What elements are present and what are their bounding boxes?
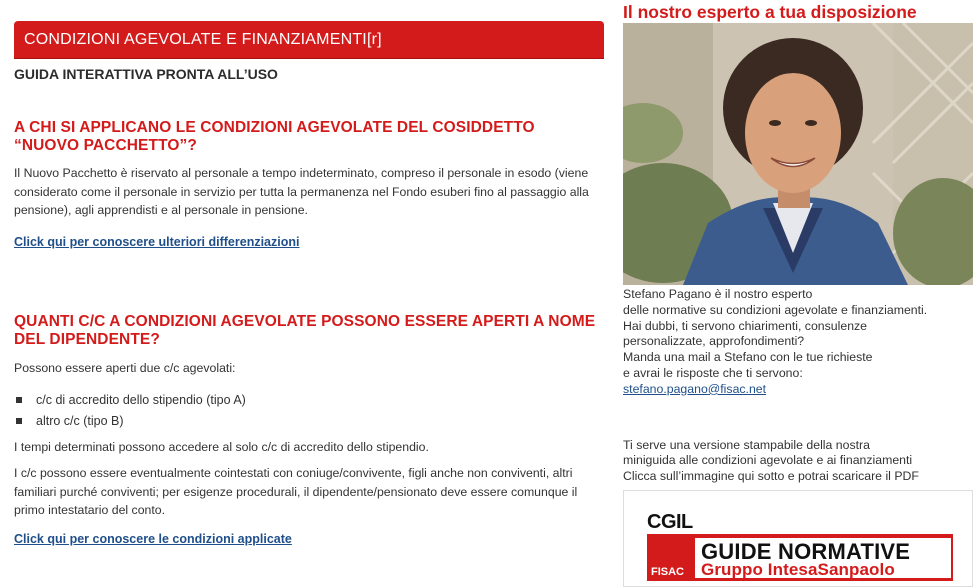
faq-2-link[interactable]: Click qui per conoscere le condizioni applicate xyxy=(14,531,292,546)
printable-info: Ti serve una versione stampabile della nostra miniguida alle condizioni agevolate e ai finanziamenti Clicca sull’immagine qui sotto e potrai scaricare il PDF xyxy=(623,437,919,484)
faq-2-para-2: I c/c possono essere eventualmente cointestati con coniuge/convivente, figli anche non conviventi, altri familiari purché conviventi; per esigenze procedurali, il dipendente/pensionato deve essere comunque il primo intestatario del conto. xyxy=(14,466,578,517)
faq-2-title: QUANTI C/C A CONDIZIONI AGEVOLATE POSSONO ESSERE APERTI A NOME DEL DIPENDENTE? xyxy=(14,313,596,348)
faq-2-intro: Possono essere aperti due c/c agevolati: xyxy=(14,361,236,375)
section-banner xyxy=(14,21,604,58)
faq-1-title: A CHI SI APPLICANO LE CONDIZIONI AGEVOLATE DEL COSIDDETTO “NUOVO PACCHETTO”? xyxy=(14,119,535,154)
fisac-logo-text: FISAC xyxy=(651,566,684,578)
faq-2-bullet-list xyxy=(14,390,604,432)
portrait-illustration xyxy=(623,23,973,285)
faq-section-2 xyxy=(14,313,604,548)
guide-title-line-2: Gruppo IntesaSanpaolo xyxy=(701,560,895,579)
expert-sidebar xyxy=(623,0,975,485)
list-item: altro c/c (tipo B) xyxy=(14,411,604,432)
guide-logo xyxy=(647,511,953,581)
expert-description: Stefano Pagano è il nostro esperto delle normative su condizioni agevolate e finanziamenti. Hai dubbi, ti servono chiarimenti, consulenze personalizzate, approfondimenti? Manda una mail a Stefano con le tue richieste e avrai le risposte che ti servono: stefano.pagano@fisac.net xyxy=(623,287,928,396)
faq-section-1 xyxy=(14,119,604,251)
guide-title-line-1: GUIDE NORMATIVE xyxy=(701,539,911,564)
bullet-square-icon xyxy=(16,397,22,403)
faq-2-para-1: I tempi determinati possono accedere al solo c/c di accredito dello stipendio. xyxy=(14,439,429,454)
download-pdf-guide-image[interactable] xyxy=(623,490,973,587)
list-item: c/c di accredito dello stipendio (tipo A) xyxy=(14,390,604,411)
expert-photo xyxy=(623,23,973,285)
expert-heading: Il nostro esperto a tua disposizione xyxy=(623,2,917,22)
expert-email-link[interactable]: stefano.pagano@fisac.net xyxy=(623,381,767,396)
bullet-square-icon xyxy=(16,418,22,424)
cgil-logo-text: CGIL xyxy=(647,511,693,533)
faq-1-body: Il Nuovo Pacchetto è riservato al personale a tempo indeterminato, compreso il personale in esodo (viene considerato come il personale in servizio per tutta la permanenza nel Fondo esuberi fino al passaggio alla pensione), agli apprendisti e al personale in pensione. xyxy=(14,166,589,217)
main-content xyxy=(14,21,604,546)
banner-title: CONDIZIONI AGEVOLATE E FINANZIAMENTI[r] xyxy=(24,30,382,48)
faq-1-link[interactable]: Click qui per conoscere ulteriori differenziazioni xyxy=(14,234,300,249)
guide-subtitle: GUIDA INTERATTIVA PRONTA ALL’USO xyxy=(14,66,278,82)
